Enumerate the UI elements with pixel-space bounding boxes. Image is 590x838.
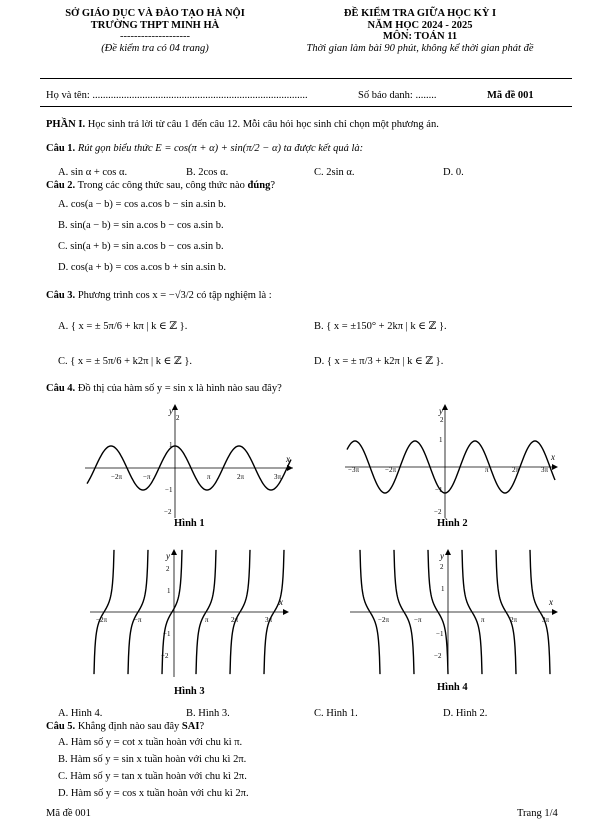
- q1-stem: [46, 143, 363, 154]
- fig1-tick-neg2pi: −2π: [111, 473, 122, 481]
- q1-option-c: C. 2sin α.: [314, 167, 355, 178]
- fig4-tick-3pi: 3π: [542, 616, 550, 624]
- school-name: TRƯỜNG THPT MINH HÀ: [90, 20, 220, 31]
- figure-3-caption: Hình 3: [174, 686, 205, 697]
- fig3-x-label: x: [279, 597, 283, 607]
- id-field-label: Số báo danh: ........: [358, 90, 437, 101]
- fig1-tick-negpi: −π: [143, 473, 151, 481]
- fig4-tick-neg2pi: −2π: [378, 616, 389, 624]
- bottom-rule: [40, 106, 572, 107]
- fig1-tick-neg1: −1: [165, 486, 173, 494]
- footer-code: Mã đề 001: [46, 808, 91, 819]
- fig2-tick-neg3pi: −3π: [348, 466, 359, 474]
- fig4-tick-2: 2: [440, 563, 444, 571]
- fig1-x-label: x: [286, 454, 290, 464]
- pages-note: (Đề kiểm tra có 04 trang): [101, 43, 209, 54]
- part1-line: [46, 119, 439, 130]
- q2-option-c: C. sin(a + b) = sin a.cos b − cos a.sin b.: [58, 241, 224, 252]
- time-note: Thời gian làm bài 90 phút, không kể thời gian phát đề: [306, 43, 534, 54]
- q5-end: ?: [199, 721, 205, 732]
- fig3-tick-pi: π: [205, 616, 209, 624]
- dept-name: SỞ GIÁO DỤC VÀ ĐÀO TẠO HÀ NỘI: [65, 8, 245, 19]
- q5-text: Khẳng định nào sau đây: [75, 721, 182, 732]
- figure-1-graph: [85, 400, 295, 520]
- fig3-tick-1: 1: [167, 587, 171, 595]
- q3-option-c: C. { x = ± 5π/6 + k2π | k ∈ ℤ }.: [58, 356, 192, 367]
- part1-title: PHẦN I.: [46, 119, 86, 130]
- fig2-y-label: y: [439, 406, 443, 416]
- subject: MÔN: TOÁN 11: [382, 31, 458, 42]
- q2-option-b: B. sin(a − b) = sin a.cos b − cos a.sin b.: [58, 220, 224, 231]
- q2-stem: [46, 180, 275, 191]
- name-field-label: Họ và tên: ..................................................................................: [46, 90, 308, 101]
- fig3-tick-neg2: −2: [161, 652, 169, 660]
- q2-end: ?: [270, 180, 275, 191]
- figure-1-caption: Hình 1: [174, 518, 205, 529]
- q4-option-d: D. Hình 2.: [443, 708, 488, 719]
- fig4-tick-negpi: −π: [414, 616, 422, 624]
- fig1-tick-neg2: −2: [164, 508, 172, 516]
- q2-text: Trong các công thức sau, công thức nào: [75, 180, 248, 191]
- fig4-tick-1: 1: [441, 585, 445, 593]
- q3-option-b: B. { x = ±150° + 2kπ | k ∈ ℤ }.: [314, 321, 447, 332]
- fig4-tick-neg2: −2: [434, 652, 442, 660]
- q1-label: Câu 1.: [46, 143, 76, 154]
- fig3-tick-neg2pi: −2π: [96, 616, 107, 624]
- q4-label: Câu 4.: [46, 383, 76, 394]
- q2-emph: đúng: [247, 180, 271, 191]
- q5-stem: [46, 721, 204, 732]
- q3-text: Phương trình cos x = −√3/2 có tập nghiệm là :: [75, 290, 272, 301]
- fig1-tick-2: 2: [176, 414, 180, 422]
- q4-text: Đồ thị của hàm số y = sin x là hình nào sau đây?: [75, 383, 282, 394]
- fig2-tick-3pi: 3π: [541, 466, 549, 474]
- q1-option-b: B. 2cos α.: [186, 167, 229, 178]
- q1-option-d: D. 0.: [443, 167, 464, 178]
- fig1-tick-pi: π: [207, 473, 211, 481]
- q4-option-a: A. Hình 4.: [58, 708, 103, 719]
- q1-text: Rút gọn biểu thức E = cos(π + α) + sin(π/2 − α) ta được kết quả là:: [75, 143, 364, 154]
- exam-title: ĐỀ KIỂM TRA GIỮA HỌC KỲ I: [343, 8, 497, 19]
- q5-option-b: B. Hàm số y = sin x tuần hoàn với chu kì 2π.: [58, 754, 247, 765]
- q4-option-c: C. Hình 1.: [314, 708, 358, 719]
- q5-option-a: A. Hàm số y = cot x tuần hoàn với chu kì π.: [58, 737, 243, 748]
- fig1-tick-3pi: 3π: [274, 473, 282, 481]
- q5-option-c: C. Hàm số y = tan x tuần hoàn với chu kì 2π.: [58, 771, 247, 782]
- q3-option-a: A. { x = ± 5π/6 + kπ | k ∈ ℤ }.: [58, 321, 188, 332]
- fig4-tick-2pi: 2π: [510, 616, 518, 624]
- fig2-tick-neg2pi: −2π: [385, 466, 396, 474]
- fig1-tick-1: 1: [169, 441, 173, 449]
- fig4-tick-pi: π: [481, 616, 485, 624]
- fig2-x-label: x: [551, 452, 555, 462]
- fig1-y-label: y: [169, 406, 173, 416]
- fig3-tick-2: 2: [166, 565, 170, 573]
- q3-stem: [46, 290, 272, 301]
- figure-4-graph: [350, 545, 560, 675]
- fig3-tick-negpi: −π: [134, 616, 142, 624]
- q2-option-d: D. cos(a + b) = cos a.cos b + sin a.sin b.: [58, 262, 226, 273]
- fig3-tick-2pi: 2π: [231, 616, 239, 624]
- figure-3-graph: [90, 545, 290, 680]
- q2-label: Câu 2.: [46, 180, 76, 191]
- figure-2-graph: [345, 400, 560, 520]
- q5-emph: SAI: [181, 721, 200, 732]
- fig1-tick-2pi: 2π: [237, 473, 245, 481]
- q5-option-d: D. Hàm số y = cos x tuần hoàn với chu kì 2π.: [58, 788, 249, 799]
- part1-instruction: Học sinh trả lời từ câu 1 đến câu 12. Mỗi câu hỏi học sinh chỉ chọn một phương án.: [85, 119, 439, 130]
- fig4-tick-neg1: −1: [436, 630, 444, 638]
- figure-2-caption: Hình 2: [437, 518, 468, 529]
- q3-label: Câu 3.: [46, 290, 76, 301]
- fig4-x-label: x: [549, 597, 553, 607]
- fig3-tick-neg1: −1: [163, 630, 171, 638]
- q1-option-a: A. sin α + cos α.: [58, 167, 128, 178]
- exam-code: Mã đề 001: [487, 90, 534, 101]
- q4-stem: [46, 383, 282, 394]
- fig2-tick-neg2: −2: [434, 508, 442, 516]
- fig2-tick-2pi: 2π: [512, 466, 520, 474]
- footer-page: Trang 1/4: [517, 808, 558, 819]
- top-rule: [40, 78, 572, 79]
- fig2-tick-pi: π: [485, 466, 489, 474]
- q5-label: Câu 5.: [46, 721, 76, 732]
- school-year: NĂM HỌC 2024 - 2025: [367, 20, 473, 31]
- header-dashes: --------------------: [120, 31, 190, 42]
- fig2-tick-2: 2: [440, 416, 444, 424]
- fig3-y-label: y: [166, 551, 170, 561]
- fig3-tick-3pi: 3π: [265, 616, 273, 624]
- fig2-tick-1: 1: [439, 436, 443, 444]
- figure-4-caption: Hình 4: [437, 682, 468, 693]
- fig2-tick-neg1: −1: [435, 486, 443, 494]
- q2-option-a: A. cos(a − b) = cos a.cos b − sin a.sin b.: [58, 199, 226, 210]
- q3-option-d: D. { x = ± π/3 + k2π | k ∈ ℤ }.: [314, 356, 444, 367]
- fig4-y-label: y: [440, 551, 444, 561]
- q4-option-b: B. Hình 3.: [186, 708, 230, 719]
